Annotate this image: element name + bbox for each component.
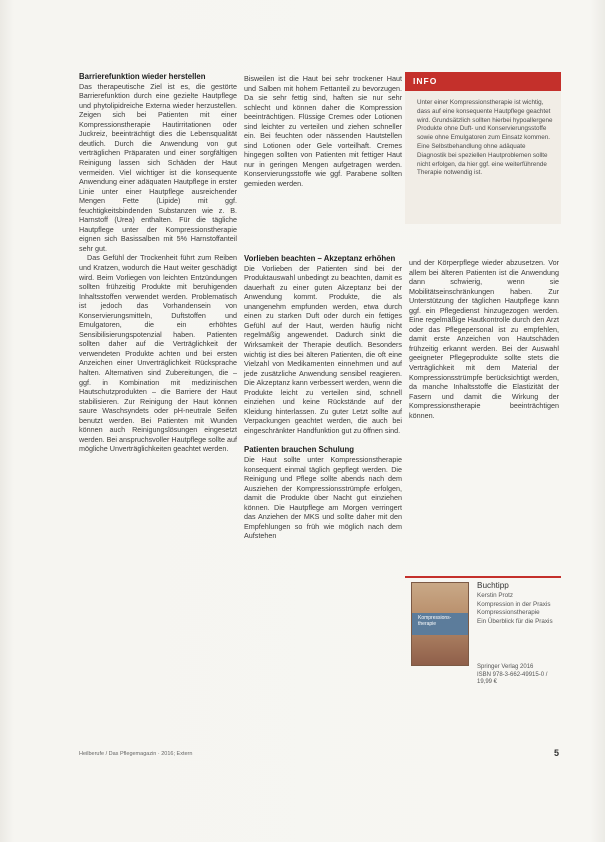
book-author: Kerstin Protz xyxy=(477,592,514,600)
info-box xyxy=(405,72,561,224)
book-publisher xyxy=(477,664,563,687)
book-tip-box xyxy=(405,576,561,684)
info-text: Unter einer Kompressionstherapie ist wichtig, dass auf eine konsequente Hautpflege geachtet wird. Grundsätzlich sollten hierbei hypoallergene Produkte ohne Duft- und Konservierungsstoffe sowie ohne Emulgatoren zum Einsatz kommen. Eine Selbstbehandlung ohne adäquate Diagnostik bei speziellen Hautproblemen sollte nicht erfolgen, da hier ggf. eine weiterführende Therapie notwendig ist. xyxy=(417,99,553,177)
book-isbn: ISBN 978-3-662-49915-0 / 19,99 € xyxy=(477,671,548,686)
heading-vorlieben: Vorlieben beachten – Akzeptanz erhöhen xyxy=(244,254,396,263)
paragraph: Die Haut sollte unter Kompressionstherapie konsequent einmal täglich gepflegt werden. Die Reinigung und Pflege sollte abends nach dem Ausziehen der Kompressionsstrümpfe erfolgen, damit die Produkte über Nacht gut einziehen können. Die Hautpflege am Morgen verringert das Anziehen der MKS und sollte daher mit den Empfehlungen so früh wie möglich nach dem Aufstehen xyxy=(244,455,402,541)
paragraph: und der Körperpflege wieder abzusetzen. Vor allem bei älteren Patienten ist die Anwendung dann schwierig, wenn sie Mobilitätseinschränkungen haben. Zur Unterstützung der täglichen Hautpflege kann ggf. ein Pflegedienst hinzugezogen werden. Eine regelmäßige Hautkontrolle durch den Arzt oder das Pflegepersonal ist zu empfehlen, damit erste Anzeichen von Hautschäden frühzeitig erkannt werden. Bei der Auswahl geeigneter Pflegeprodukte sollte stets die Verträglichkeit mit dem Material der Kompressionsstrümpfe berücksichtigt werden, da manche Inhaltsstoffe die Elastizität der Fasern und damit die Wirkung der Kompressionstherapie beeinträchtigen können. xyxy=(409,258,559,420)
text-column-3 xyxy=(409,258,559,420)
book-desc: Ein Überblick für die Praxis xyxy=(477,617,553,625)
book-heading: Buchtipp xyxy=(477,581,509,590)
paragraph: Die Vorlieben der Patienten sind bei der Produktauswahl unbedingt zu beachten, damit es dauerhaft zu einer guten Akzeptanz bei der Anwendung kommt. Produkte, die als unangenehm empfunden werden, etwa durch einen zu starken Duft oder durch ein fettiges Gefühl auf der Haut, werden häufig nicht regelmäßig angewendet. Dadurch sinkt die Wirksamkeit der Therapie deutlich. Besonders wichtig ist dies bei älteren Patienten, die oft eine Vielzahl von Medikamenten einnehmen und auf jede zusätzliche Anwendung sensibel reagieren. Die Akzeptanz kann verbessert werden, wenn die Produkte leicht zu verteilen sind, schnell einziehen und keine Rückstände auf der Kleidung hinterlassen. Zu guter Letzt sollte auf Verpackungen geachtet werden, die auch bei eingeschränkter Handfunktion gut zu öffnen sind. xyxy=(244,263,402,435)
heading-barrierefunktion: Barrierefunktion wieder herstellen xyxy=(79,72,206,81)
divider xyxy=(405,576,561,578)
book-publisher-name: Springer Verlag 2016 xyxy=(477,664,534,670)
paragraph: Das Gefühl der Trockenheit führt zum Reiben und Kratzen, wodurch die Haut weiter geschädigt wird. Beim Vorliegen von leichten Entzündungen sollten frühzeitig Produkte mit beruhigenden Inhaltsstoffen verwendet werden. Problematisch ist jedoch das Vorhandensein von Konservierungsmitteln, Duftstoffen und Emulgatoren, die ein erhöhtes Sensibilisierungspotenzial haben. Patienten sollten daher auf die Verträglichkeit der verwendeten Produkte achten und bei ersten Anzeichen einer Unverträglichkeit Rücksprache halten. Alternativen sind Zubereitungen, die – ggf. in Kombination mit medizinischen Hautschutzprodukten – die Barriere der Haut stabilisieren. Zur Reinigung der Haut können saure Waschsyndets oder pH-neutrale Seifen benutzt werden. Bei Patienten mit Wunden können auch Reinigungslösungen eingesetzt werden. Bei anspruchsvoller Hautpflege sollte auf mögliche Unverträglichkeiten geachtet werden. xyxy=(79,253,237,454)
text-column-1 xyxy=(79,72,237,454)
page-footer xyxy=(79,748,559,761)
text-column-2-top xyxy=(244,74,402,189)
page-number: 5 xyxy=(553,748,559,758)
text-column-2 xyxy=(244,254,402,541)
book-subtitle: Kompression in der Praxis xyxy=(477,600,551,608)
book-cover-image xyxy=(411,582,469,666)
paragraph: Das therapeutische Ziel ist es, die gestörte Barrierefunktion durch eine gezielte Hautpflege und phytolipidreiche Externa wieder herzustellen. Zeigen sich bei Patienten mit einer Kompressionstherapie Hautirritationen oder Juckreiz, beeinträchtigt dies die Lebensqualität deutlich. Durch die Anwendung von gut verträglichen Präparaten und einer sorgfältigen Reinigung lassen sich Schäden der Haut vermeiden. Viel wichtiger ist die konsequente Anwendung einer adäquaten Hautpflege in erster Linie unter einer Hautpflege ausreichender Mengen Fette (Lipide) mit ggf. feuchtigkeitsbindenden Substanzen wie z. B. Harnstoff (Urea) enthalten. Für die tägliche Hautpflege unter der Kompressionstherapie eignen sich Basissalben mit 5% Harnstoffanteil sehr gut. xyxy=(79,81,237,253)
cover-title: Kompressions-therapie xyxy=(418,615,452,627)
book-title: Kompressionstherapie xyxy=(477,609,540,617)
info-title: INFO xyxy=(405,72,561,91)
heading-schulung: Patienten brauchen Schulung xyxy=(244,445,355,455)
footer-text: Heilberufe / Das Pflegemagazin · 2016; Extern xyxy=(79,751,193,757)
book-info xyxy=(477,582,561,626)
paragraph: Bisweilen ist die Haut bei sehr trockener Haut und Salben mit hohem Fettanteil zu bevorzugen. Da sie sehr fettig sind, haften sie nur sehr schlecht und können daher die Kompression beeinträchtigen. Flüssige Cremes oder Lotionen sind leichter zu verteilen und ziehen schneller ein. Bei feuchten oder nässenden Hautstellen sind Lotionen oder Gele vorteilhaft. Cremes hingegen sollten von Patienten mit fettiger Haut nur in geringen Mengen aufgetragen werden. Konservierungsstoffe wie ggf. Parabene sollten gemieden werden. xyxy=(244,74,402,189)
